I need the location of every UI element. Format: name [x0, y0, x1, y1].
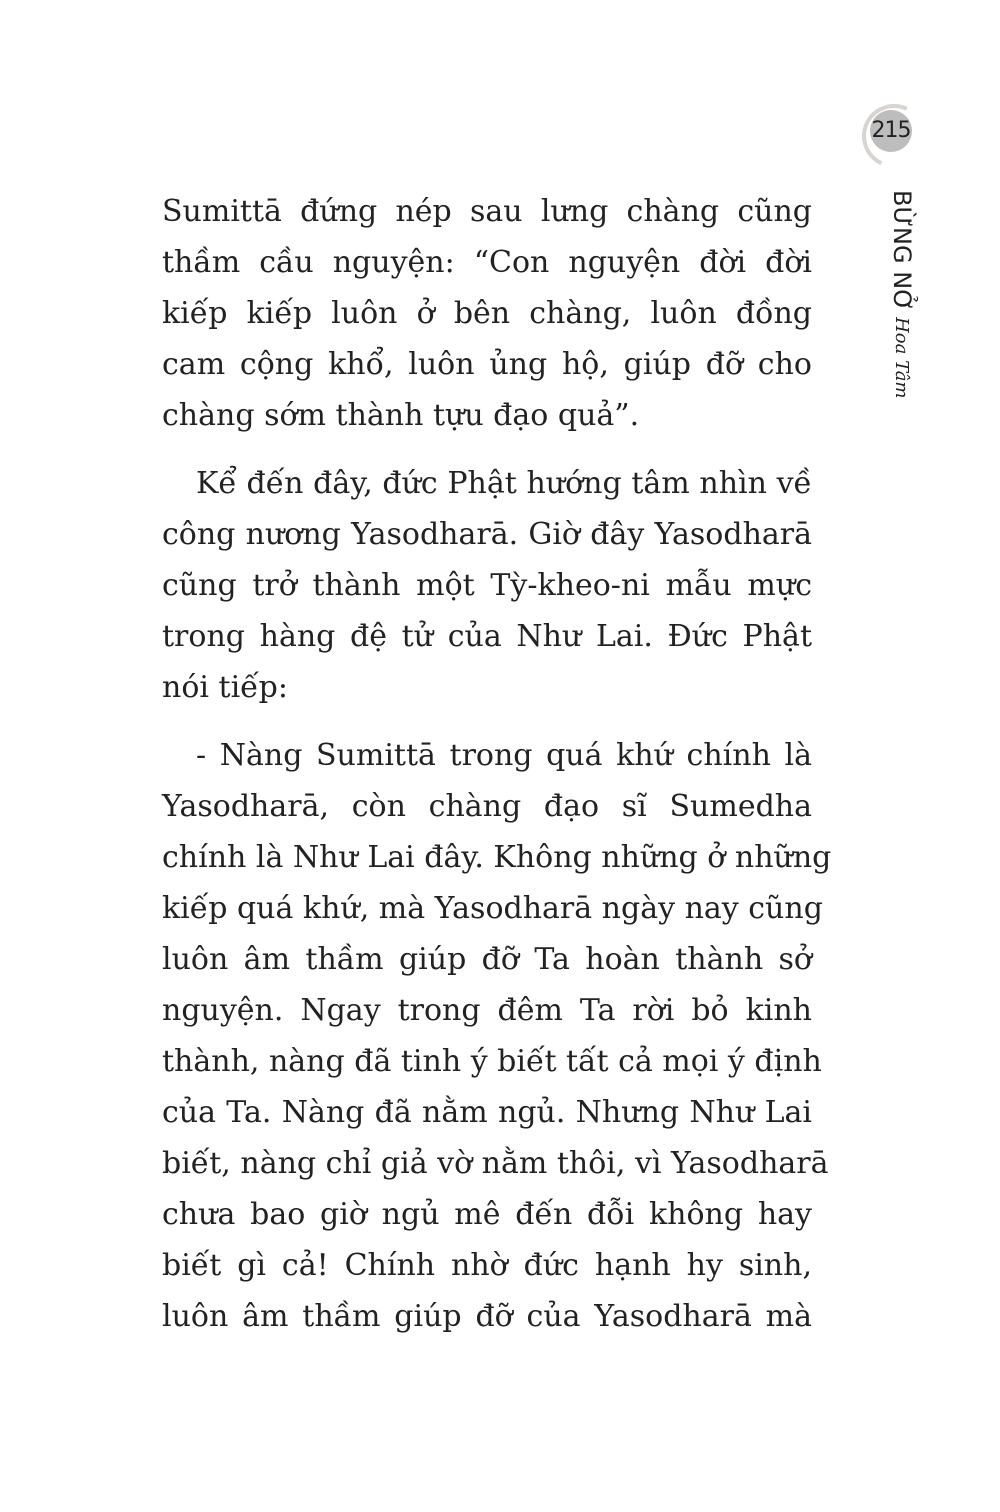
text-line: chàng sớm thành tựu đạo quả”. — [162, 398, 640, 433]
body-text — [162, 186, 832, 1359]
text-line: - Nàng Sumittā trong quá khứ chính là — [196, 738, 812, 773]
running-title-script: Hoa Tâm — [891, 317, 913, 399]
running-title — [888, 190, 916, 399]
text-line: thành, nàng đã tinh ý biết tất cả mọi ý định — [162, 1044, 822, 1079]
text-line: luôn âm thầm giúp đỡ của Yasodharā mà — [162, 1299, 812, 1334]
text-line: cũng trở thành một Tỳ-kheo-ni mẫu mực — [162, 568, 812, 603]
text-line: biết gì cả! Chính nhờ đức hạnh hy sinh, — [162, 1248, 812, 1283]
text-line: Kể đến đây, đức Phật hướng tâm nhìn về — [196, 466, 812, 501]
text-line: nguyện. Ngay trong đêm Ta rời bỏ kinh — [162, 993, 812, 1028]
page-number: 215 — [870, 110, 912, 152]
text-line: thầm cầu nguyện: “Con nguyện đời đời — [162, 245, 812, 280]
text-line: luôn âm thầm giúp đỡ Ta hoàn thành sở — [162, 942, 812, 977]
text-line: của Ta. Nàng đã nằm ngủ. Nhưng Như Lai — [162, 1095, 812, 1130]
text-line: kiếp quá khứ, mà Yasodharā ngày nay cũng — [162, 891, 823, 926]
paragraph — [162, 730, 832, 1342]
running-title-main: BỪNG NỞ — [888, 190, 916, 312]
text-line: Sumittā đứng nép sau lưng chàng cũng — [162, 194, 812, 229]
paragraph — [162, 186, 812, 441]
paragraph — [162, 458, 812, 713]
text-line: biết, nàng chỉ giả vờ nằm thôi, vì Yasodharā — [162, 1146, 829, 1181]
text-line: kiếp kiếp luôn ở bên chàng, luôn đồng — [162, 296, 812, 331]
text-line: nói tiếp: — [162, 670, 288, 705]
text-line: công nương Yasodharā. Giờ đây Yasodharā — [162, 517, 812, 552]
text-line: chính là Như Lai đây. Không những ở những — [162, 840, 832, 875]
text-line: cam cộng khổ, luôn ủng hộ, giúp đỡ cho — [162, 347, 812, 382]
text-line: trong hàng đệ tử của Như Lai. Đức Phật — [162, 619, 812, 654]
text-line: Yasodharā, còn chàng đạo sĩ Sumedha — [162, 789, 812, 824]
text-line: chưa bao giờ ngủ mê đến đỗi không hay — [162, 1197, 812, 1232]
